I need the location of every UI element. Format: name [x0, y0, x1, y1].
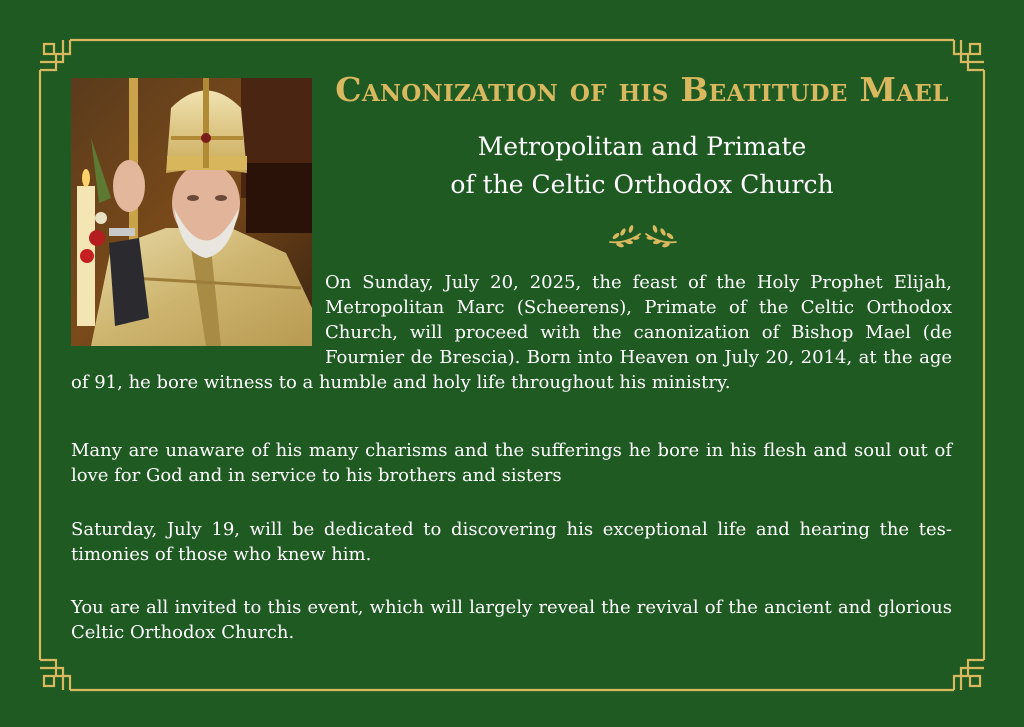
page-title: Canonization of his Beatitude Mael: [335, 70, 949, 109]
subtitle-line-2: of the Celtic Orthodox Church: [450, 170, 834, 199]
paragraph-saturday: Saturday, July 19, will be dedicated to discovering his exceptional life and hearing the tes-timonies of those who knew him.: [71, 519, 952, 565]
subtitle-line-1: Metropolitan and Primate: [477, 132, 807, 161]
paragraph-1-text: On Sunday, July 20, 2025, the feast of the Holy Prophet Elijah, Metropolitan Marc (Scheerens), Primate of the Celtic Orthodox Church, will proceed with the canonization of Bishop Mael (de Fournier de Brescia). Born into Heaven on July 20, 2014, at the age of 91, he bore witness to a humble and holy life throughout his ministry.: [71, 272, 952, 393]
paragraph-invitation: You are all invited to this event, which will largely reveal the revival of the ancient and glorious Celtic Orthodox Church.: [71, 597, 952, 643]
laurel-branches-icon: [606, 218, 680, 250]
photo-wrap-spacer: [71, 270, 325, 346]
paragraph-charisms: Many are unaware of his many charisms and the sufferings he bore in his flesh and soul out of love for God and in service to his brothers and sisters: [71, 440, 952, 486]
paragraph-announcement: [71, 270, 952, 395]
subtitle: [322, 128, 962, 204]
